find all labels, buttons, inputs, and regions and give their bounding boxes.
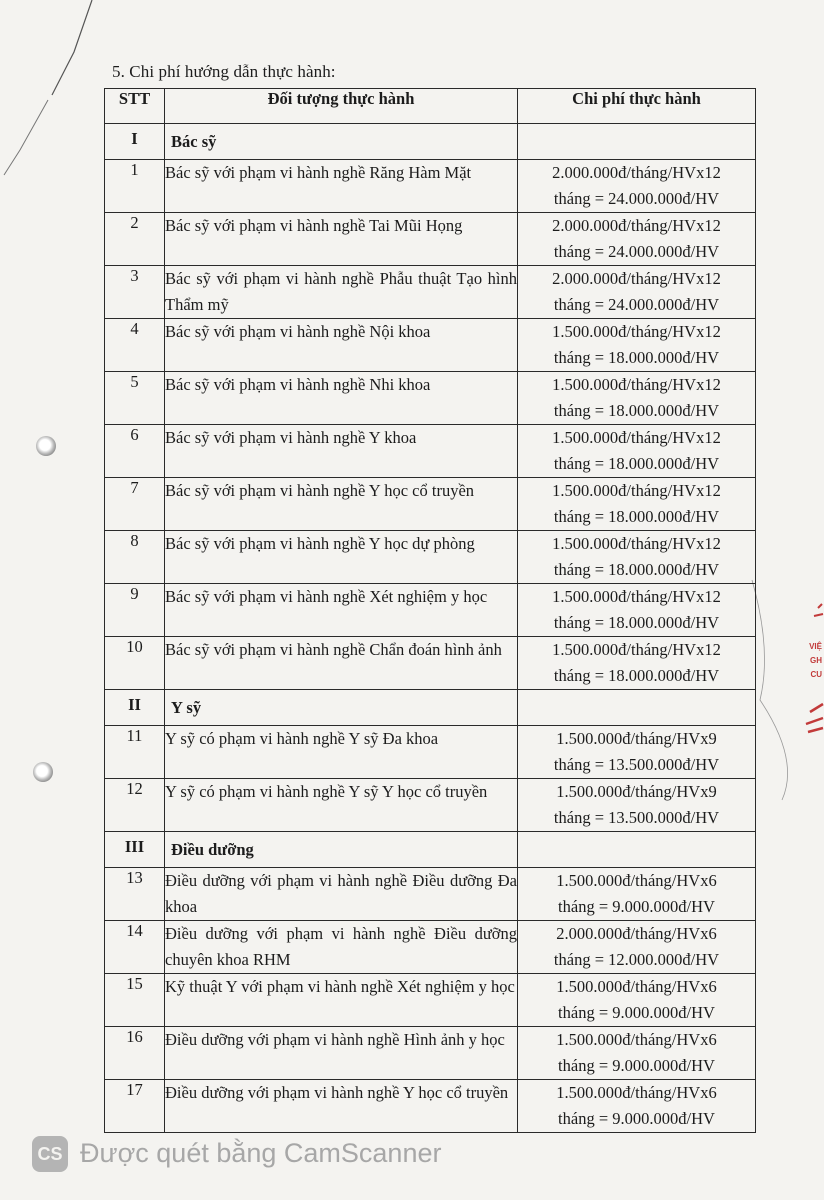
row-subject: Bác sỹ với phạm vi hành nghề Y học cổ truyền [165, 478, 518, 531]
camscanner-watermark: Được quét bằng CamScanner [80, 1138, 442, 1168]
punch-hole-top [36, 436, 56, 456]
cost-line-2: tháng = 18.000.000đ/HV [553, 613, 720, 632]
stamp-text-3: CU [810, 670, 822, 679]
row-subject: Bác sỹ với phạm vi hành nghề Nội khoa [165, 319, 518, 372]
row-subject: Bác sỹ với phạm vi hành nghề Tai Mũi Họng [165, 213, 518, 266]
cost-line-2: tháng = 9.000.000đ/HV [558, 1109, 715, 1128]
row-subject: Điều dưỡng với phạm vi hành nghề Y học cổ truyền [165, 1080, 518, 1133]
cost-line-2: tháng = 18.000.000đ/HV [553, 348, 720, 367]
cost-line-2: tháng = 18.000.000đ/HV [553, 560, 720, 579]
row-stt: 13 [105, 868, 165, 921]
section-number: I [105, 124, 165, 160]
cost-line-2: tháng = 18.000.000đ/HV [553, 401, 720, 420]
section-empty-cell [518, 832, 756, 868]
row-subject: Điều dưỡng với phạm vi hành nghề Hình ảnh y học [165, 1027, 518, 1080]
table-row [105, 213, 756, 266]
cost-line-2: tháng = 24.000.000đ/HV [553, 242, 720, 261]
row-stt: 7 [105, 478, 165, 531]
section-title: Y sỹ [165, 690, 518, 726]
table-row [105, 637, 756, 690]
row-subject: Điều dưỡng với phạm vi hành nghề Điều dưỡng chuyên khoa RHM [165, 921, 518, 974]
row-stt: 14 [105, 921, 165, 974]
row-cost [518, 1027, 756, 1080]
cost-line-1: 2.000.000đ/tháng/HVx12 [552, 216, 721, 235]
cost-line-2: tháng = 18.000.000đ/HV [553, 507, 720, 526]
cost-line-1: 1.500.000đ/tháng/HVx12 [552, 428, 721, 447]
row-stt: 1 [105, 160, 165, 213]
cost-line-2: tháng = 9.000.000đ/HV [558, 1056, 715, 1075]
cost-line-1: 1.500.000đ/tháng/HVx9 [556, 782, 717, 801]
row-cost [518, 531, 756, 584]
table-row [105, 425, 756, 478]
cost-line-1: 1.500.000đ/tháng/HVx12 [552, 322, 721, 341]
cost-line-1: 1.500.000đ/tháng/HVx6 [556, 871, 717, 890]
section-empty-cell [518, 124, 756, 160]
table-row [105, 779, 756, 832]
row-cost [518, 372, 756, 425]
cost-line-1: 1.500.000đ/tháng/HVx6 [556, 1030, 717, 1049]
cost-line-1: 1.500.000đ/tháng/HVx6 [556, 977, 717, 996]
row-subject: Bác sỹ với phạm vi hành nghề Y học dự phòng [165, 531, 518, 584]
row-subject: Y sỹ có phạm vi hành nghề Y sỹ Y học cổ truyền [165, 779, 518, 832]
cost-line-1: 1.500.000đ/tháng/HVx12 [552, 587, 721, 606]
table-row [105, 1080, 756, 1133]
row-cost [518, 584, 756, 637]
table-row [105, 372, 756, 425]
section-row [105, 124, 756, 160]
cost-line-2: tháng = 9.000.000đ/HV [558, 1003, 715, 1022]
row-cost [518, 637, 756, 690]
cost-line-2: tháng = 18.000.000đ/HV [553, 666, 720, 685]
section-empty-cell [518, 690, 756, 726]
table-header-row [105, 89, 756, 124]
row-cost [518, 478, 756, 531]
row-stt: 10 [105, 637, 165, 690]
table-row [105, 868, 756, 921]
row-stt: 6 [105, 425, 165, 478]
row-subject: Kỹ thuật Y với phạm vi hành nghề Xét nghiệm y học [165, 974, 518, 1027]
table-row [105, 531, 756, 584]
cost-line-2: tháng = 12.000.000đ/HV [553, 950, 720, 969]
row-subject: Bác sỹ với phạm vi hành nghề Phẫu thuật Tạo hình Thẩm mỹ [165, 266, 518, 319]
row-cost [518, 213, 756, 266]
section-row [105, 832, 756, 868]
cost-line-1: 2.000.000đ/tháng/HVx12 [552, 269, 721, 288]
section-title: Điều dưỡng [165, 832, 518, 868]
row-subject: Bác sỹ với phạm vi hành nghề Y khoa [165, 425, 518, 478]
cost-line-2: tháng = 24.000.000đ/HV [553, 295, 720, 314]
cost-line-2: tháng = 9.000.000đ/HV [558, 897, 715, 916]
row-stt: 17 [105, 1080, 165, 1133]
row-stt: 3 [105, 266, 165, 319]
cost-line-1: 1.500.000đ/tháng/HVx12 [552, 375, 721, 394]
section-number: II [105, 690, 165, 726]
cost-line-1: 2.000.000đ/tháng/HVx12 [552, 163, 721, 182]
row-cost [518, 319, 756, 372]
row-stt: 16 [105, 1027, 165, 1080]
table-row [105, 974, 756, 1027]
row-stt: 11 [105, 726, 165, 779]
row-subject: Bác sỹ với phạm vi hành nghề Nhi khoa [165, 372, 518, 425]
section-row [105, 690, 756, 726]
section-title: Bác sỹ [165, 124, 518, 160]
row-cost [518, 726, 756, 779]
cost-line-1: 1.500.000đ/tháng/HVx9 [556, 729, 717, 748]
header-stt: STT [105, 89, 165, 124]
stamp-text-2: GH [810, 656, 822, 665]
row-subject: Bác sỹ với phạm vi hành nghề Xét nghiệm y học [165, 584, 518, 637]
table-row [105, 319, 756, 372]
cost-line-2: tháng = 13.500.000đ/HV [553, 755, 720, 774]
table-row [105, 160, 756, 213]
table-row [105, 726, 756, 779]
row-stt: 8 [105, 531, 165, 584]
section-heading: 5. Chi phí hướng dẫn thực hành: [112, 62, 336, 81]
row-cost [518, 425, 756, 478]
row-subject: Điều dưỡng với phạm vi hành nghề Điều dưỡng Đa khoa [165, 868, 518, 921]
row-cost [518, 779, 756, 832]
cost-line-2: tháng = 13.500.000đ/HV [553, 808, 720, 827]
header-cost: Chi phí thực hành [518, 89, 756, 124]
row-cost [518, 868, 756, 921]
cost-line-1: 1.500.000đ/tháng/HVx12 [552, 534, 721, 553]
row-stt: 9 [105, 584, 165, 637]
row-cost [518, 266, 756, 319]
cost-line-1: 1.500.000đ/tháng/HVx6 [556, 1083, 717, 1102]
table-row [105, 478, 756, 531]
row-subject: Bác sỹ với phạm vi hành nghề Răng Hàm Mặt [165, 160, 518, 213]
row-cost [518, 921, 756, 974]
table-row [105, 584, 756, 637]
row-stt: 2 [105, 213, 165, 266]
punch-hole-bottom [33, 762, 53, 782]
stamp-text-1: VIỆ [809, 642, 822, 651]
row-cost [518, 974, 756, 1027]
row-cost [518, 160, 756, 213]
red-stamp-fragment [796, 600, 824, 740]
cost-line-1: 1.500.000đ/tháng/HVx12 [552, 640, 721, 659]
cost-line-2: tháng = 18.000.000đ/HV [553, 454, 720, 473]
row-subject: Bác sỹ với phạm vi hành nghề Chẩn đoán hình ảnh [165, 637, 518, 690]
row-stt: 12 [105, 779, 165, 832]
cost-table [104, 88, 756, 1133]
camscanner-logo: CS [32, 1136, 68, 1172]
cost-line-1: 2.000.000đ/tháng/HVx6 [556, 924, 717, 943]
row-stt: 5 [105, 372, 165, 425]
header-subject: Đối tượng thực hành [165, 89, 518, 124]
section-number: III [105, 832, 165, 868]
row-stt: 15 [105, 974, 165, 1027]
cost-line-2: tháng = 24.000.000đ/HV [553, 189, 720, 208]
row-cost [518, 1080, 756, 1133]
table-row [105, 921, 756, 974]
table-row [105, 266, 756, 319]
cost-line-1: 1.500.000đ/tháng/HVx12 [552, 481, 721, 500]
row-stt: 4 [105, 319, 165, 372]
table-row [105, 1027, 756, 1080]
row-subject: Y sỹ có phạm vi hành nghề Y sỹ Đa khoa [165, 726, 518, 779]
